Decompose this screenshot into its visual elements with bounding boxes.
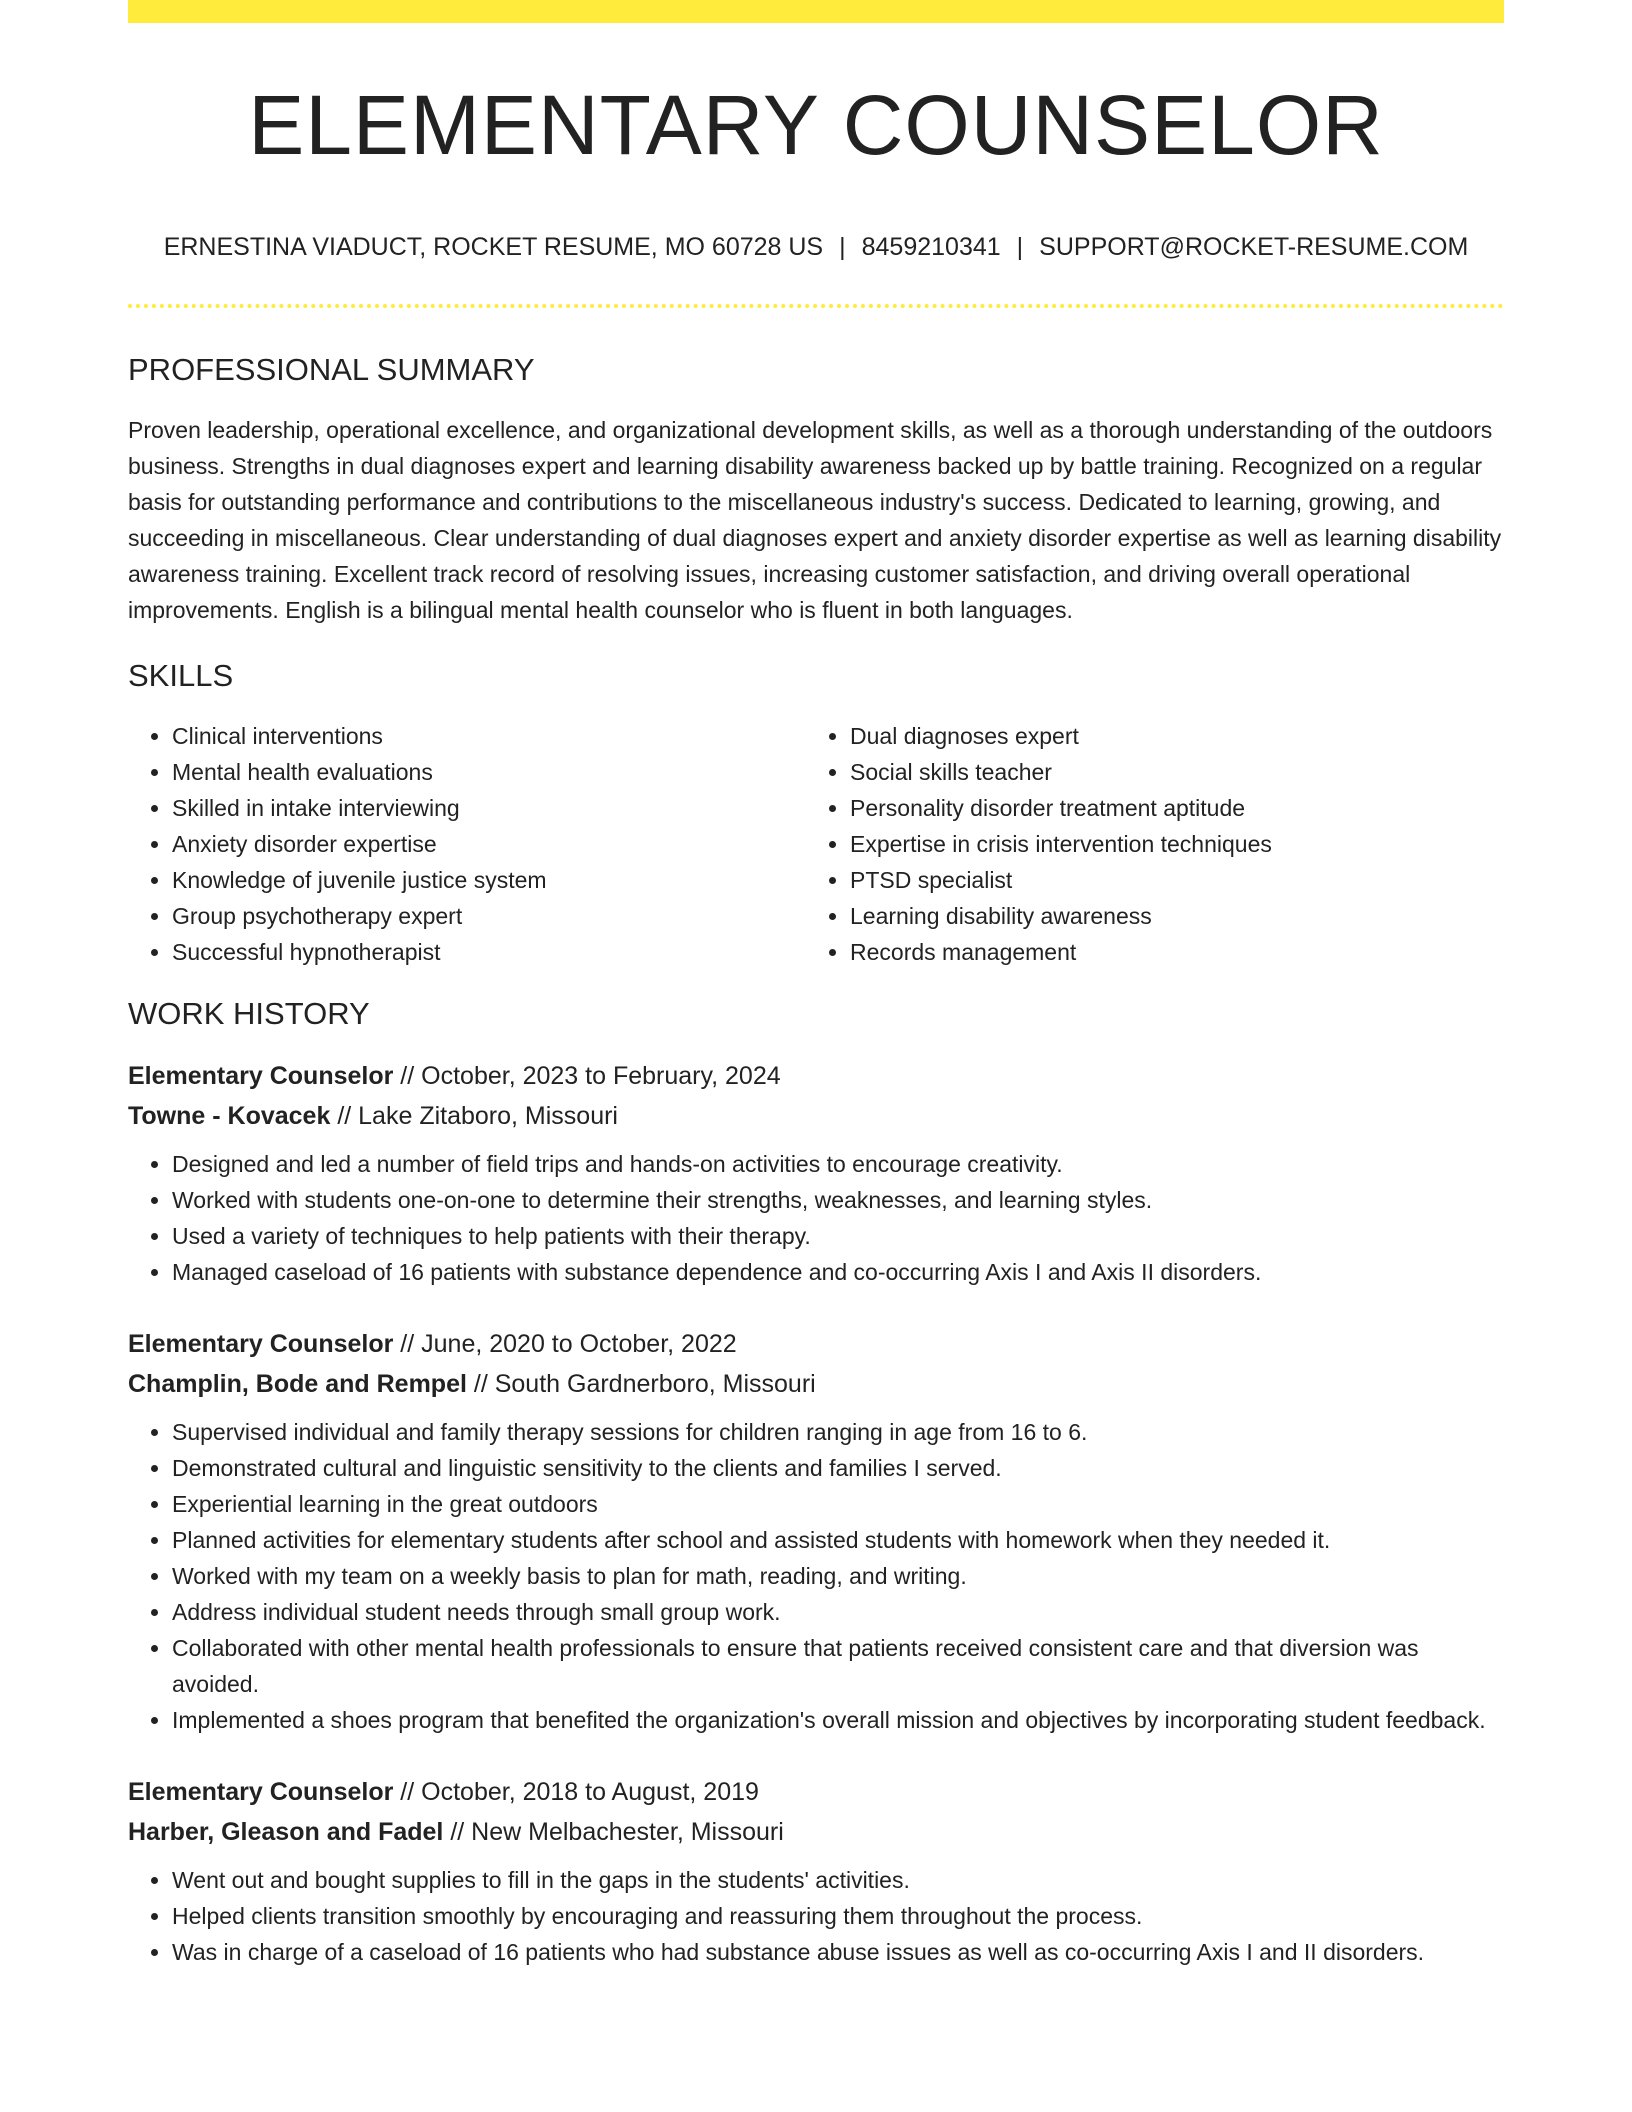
skills-list-left (128, 718, 806, 970)
skill-item: • Learning disability awareness (850, 898, 1484, 934)
job-bullet: • Address individual student needs through small group work. (172, 1594, 1504, 1630)
skill-item: • Records management (850, 934, 1484, 970)
job-title-line (128, 1324, 1504, 1364)
job-title-line (128, 1772, 1504, 1812)
job-bullet: • Went out and bought supplies to fill in the gaps in the students' activities. (172, 1862, 1504, 1898)
job-company: Champlin, Bode and Rempel (128, 1370, 467, 1398)
skill-item: • Dual diagnoses expert (850, 718, 1484, 754)
job-bullet: • Managed caseload of 16 patients with substance dependence and co-occurring Axis I and Axis II disorders. (172, 1254, 1504, 1290)
job-location: // New Melbachester, Missouri (443, 1818, 784, 1846)
job-bullet: • Designed and led a number of field trips and hands-on activities to encourage creativity. (172, 1146, 1504, 1182)
job-bullets (128, 1146, 1504, 1290)
dotted-divider (128, 304, 1504, 308)
contact-phone: 8459210341 (861, 233, 1001, 261)
job-bullet: • Was in charge of a caseload of 16 patients who had substance abuse issues as well as co-occurring Axis I and II disorders. (172, 1934, 1504, 1970)
job-title: Elementary Counselor (128, 1330, 394, 1358)
job-bullet: • Collaborated with other mental health professionals to ensure that patients received consistent care and that diversion was avoided. (172, 1630, 1504, 1702)
job-bullets (128, 1414, 1504, 1738)
accent-top-bar (128, 0, 1504, 23)
skill-item: • Group psychotherapy expert (172, 898, 806, 934)
job-entry (128, 1056, 1504, 1290)
job-bullet: • Implemented a shoes program that benefited the organization's overall mission and objectives by incorporating student feedback. (172, 1702, 1504, 1738)
skill-item: • Personality disorder treatment aptitude (850, 790, 1484, 826)
job-dates: // October, 2023 to February, 2024 (393, 1062, 781, 1090)
job-title-line (128, 1056, 1504, 1096)
skill-item: • Skilled in intake interviewing (172, 790, 806, 826)
work-history-heading: WORK HISTORY (128, 996, 370, 1031)
skill-item: • Knowledge of juvenile justice system (172, 862, 806, 898)
job-dates: // June, 2020 to October, 2022 (393, 1330, 737, 1358)
skills-list-right (806, 718, 1484, 970)
job-bullet: • Used a variety of techniques to help patients with their therapy. (172, 1218, 1504, 1254)
job-company: Towne - Kovacek (128, 1102, 331, 1130)
skill-item: • Mental health evaluations (172, 754, 806, 790)
job-company: Harber, Gleason and Fadel (128, 1818, 444, 1846)
job-bullet: • Supervised individual and family therapy sessions for children ranging in age from 16 to 6. (172, 1414, 1504, 1450)
contact-email: SUPPORT@ROCKET-RESUME.COM (1039, 233, 1469, 261)
job-title: Elementary Counselor (128, 1778, 394, 1806)
skills-heading: SKILLS (128, 658, 234, 693)
skill-item: • Expertise in crisis intervention techniques (850, 826, 1484, 862)
contact-separator: | (839, 233, 846, 261)
job-bullet: • Helped clients transition smoothly by encouraging and reassuring them throughout the process. (172, 1898, 1504, 1934)
job-company-line (128, 1812, 1504, 1852)
job-entry (128, 1772, 1504, 1970)
job-bullet: • Worked with students one-on-one to determine their strengths, weaknesses, and learning styles. (172, 1182, 1504, 1218)
contact-line (128, 233, 1504, 262)
job-entry (128, 1324, 1504, 1738)
skills-grid (128, 718, 1504, 970)
job-location: // Lake Zitaboro, Missouri (330, 1102, 618, 1130)
skill-item: • Social skills teacher (850, 754, 1484, 790)
job-title: Elementary Counselor (128, 1062, 394, 1090)
job-bullet: • Worked with my team on a weekly basis to plan for math, reading, and writing. (172, 1558, 1504, 1594)
job-bullet: • Demonstrated cultural and linguistic sensitivity to the clients and families I served. (172, 1450, 1504, 1486)
skill-item: • PTSD specialist (850, 862, 1484, 898)
job-company-line (128, 1096, 1504, 1136)
contact-address: ERNESTINA VIADUCT, ROCKET RESUME, MO 60728 US (163, 233, 824, 261)
job-location: // South Gardnerboro, Missouri (466, 1370, 816, 1398)
summary-heading: PROFESSIONAL SUMMARY (128, 352, 535, 387)
resume-title: ELEMENTARY COUNSELOR (248, 78, 1384, 172)
job-company-line (128, 1364, 1504, 1404)
skill-item: • Successful hypnotherapist (172, 934, 806, 970)
contact-separator: | (1016, 233, 1024, 261)
skill-item: • Anxiety disorder expertise (172, 826, 806, 862)
job-bullets (128, 1862, 1504, 1970)
resume-page (128, 0, 1504, 1970)
job-bullet: • Experiential learning in the great outdoors (172, 1486, 1504, 1522)
work-history-list (128, 1056, 1504, 1970)
job-bullet: • Planned activities for elementary students after school and assisted students with homework when they needed it. (172, 1522, 1504, 1558)
skill-item: • Clinical interventions (172, 718, 806, 754)
summary-text: Proven leadership, operational excellence, and organizational development skills, as well as a thorough understanding of the outdoors business. Strengths in dual diagnoses expert and learning disability awareness backed up by battle training. Recognized on a regular basis for outstanding performance and contributions to the miscellaneous industry's success. Dedicated to learning, growing, and succeeding in miscellaneous. Clear understanding of dual diagnoses expert and anxiety disorder expertise as well as learning disability awareness training. Excellent track record of resolving issues, increasing customer satisfaction, and driving overall operational improvements. English is a bilingual mental health counselor who is fluent in both languages. (128, 417, 1502, 623)
job-dates: // October, 2018 to August, 2019 (393, 1778, 759, 1806)
